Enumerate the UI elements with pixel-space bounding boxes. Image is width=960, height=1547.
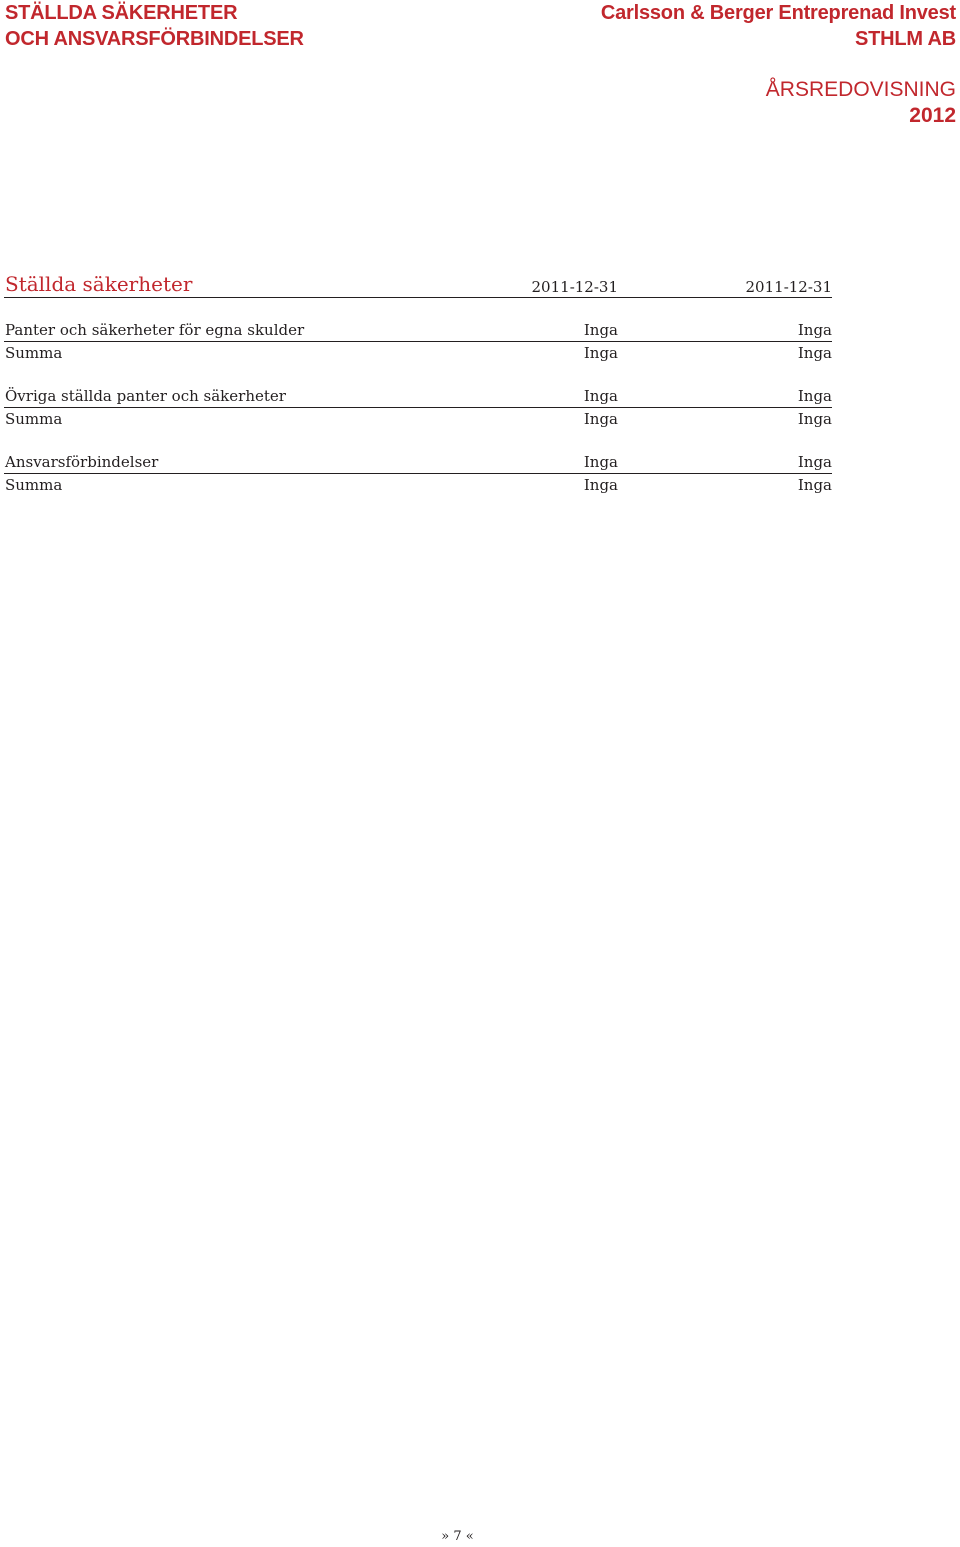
report-title: ÅRSREDOVISNING	[765, 78, 956, 101]
sum-row	[4, 474, 832, 496]
sum-row	[4, 342, 832, 364]
sum-label: Summa	[5, 344, 63, 362]
row-value-2: Inga	[797, 321, 832, 339]
report-year: 2012	[909, 104, 956, 127]
section-title	[5, 0, 304, 52]
sum-label: Summa	[5, 410, 63, 428]
row-value-1: Inga	[583, 387, 618, 405]
company-name-line2: STHLM AB	[855, 28, 956, 50]
row-label: Övriga ställda panter och säkerheter	[5, 387, 286, 405]
row-label: Ansvarsförbindelser	[5, 453, 159, 471]
company-name-line1: Carlsson & Berger Entreprenad Invest	[600, 2, 956, 24]
row-value-2: Inga	[797, 387, 832, 405]
table-header-row	[4, 274, 832, 298]
company-name	[601, 0, 956, 52]
table-row	[4, 451, 832, 474]
column-header-2: 2011-12-31	[745, 278, 832, 296]
row-value-1: Inga	[583, 453, 618, 471]
table-row	[4, 319, 832, 342]
sum-value-2: Inga	[797, 476, 832, 494]
table-row	[4, 385, 832, 408]
sum-row	[4, 408, 832, 430]
sum-value-1: Inga	[583, 410, 618, 428]
section-title-line1: STÄLLDA SÄKERHETER	[5, 2, 238, 24]
row-label: Panter och säkerheter för egna skulder	[5, 321, 305, 339]
sum-value-2: Inga	[797, 410, 832, 428]
column-header-1: 2011-12-31	[531, 278, 618, 296]
row-value-1: Inga	[583, 321, 618, 339]
sum-value-2: Inga	[797, 344, 832, 362]
securities-table	[4, 274, 832, 496]
sum-value-1: Inga	[583, 344, 618, 362]
page-number: » 7 «	[441, 1529, 474, 1544]
report-heading	[766, 77, 956, 129]
row-value-2: Inga	[797, 453, 832, 471]
sum-label: Summa	[5, 476, 63, 494]
sum-value-1: Inga	[583, 476, 618, 494]
section-title-line2: OCH ANSVARSFÖRBINDELSER	[5, 28, 304, 50]
table-title: Ställda säkerheter	[5, 272, 193, 296]
